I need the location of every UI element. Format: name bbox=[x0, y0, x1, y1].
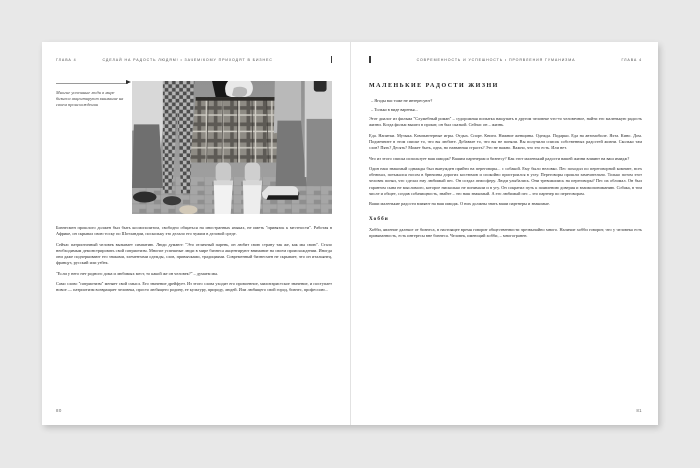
margin-note-text: Многие успешные люди в мире бизнеса акцентируют внимание на своем происхождении bbox=[56, 90, 124, 108]
left-running-head-chapter: ГЛАВА 4 bbox=[56, 57, 77, 62]
paragraph: Сейчас патриотичный человек вызывает симпатию. Люди думают: "Это отличный парень, он любит свою страну так же, как мы свою". Стало необходимым демонстрировать свой патриотизм. Многие успешные люди в мире бизнеса акцентируют внимание на своем происхождении. Иногда они даже подчеркивают его знаками, элементами одежды, слов, привычками, традициями. Современный бизнесмен не скрывает, что он итальянец, француз, русский или узбек. bbox=[56, 241, 332, 265]
dialogue-block bbox=[369, 98, 642, 113]
right-running-head bbox=[369, 54, 642, 65]
left-running-head bbox=[56, 54, 332, 65]
left-page-body bbox=[56, 225, 332, 298]
margin-note-arrow-icon bbox=[126, 80, 131, 84]
left-page-number: 80 bbox=[56, 408, 62, 413]
right-running-head-title: СОВРЕМЕННОСТЬ И УСПЕШНОСТЬ • ПРОЯВЛЕНИЯ ГУМАНИЗМА bbox=[416, 57, 576, 62]
left-page bbox=[42, 42, 350, 425]
dialogue-line: – Ягоды вас тоже не интересуют? bbox=[371, 98, 433, 103]
kilt-photograph bbox=[132, 81, 332, 214]
right-page bbox=[350, 42, 658, 425]
paragraph: Еда. Напитки. Музыка. Компьютерные игры. Отдых. Спорт. Книги. Нижние женщины. Одежда. Подарки. Еда на автомобиле. Яхта. Кино. Дом. Подмечните в этом списке то, что вы любите. Добавьте то, что вы не поняли. Вы получили список собственных радостей жизни. Сколько там слов? Пять? Десять? Может быть, одна, но названная страсть? Это не важно. Важно, что это есть. Или нет. bbox=[369, 132, 642, 151]
paragraph: Ваши маленькие радости влияют на ваш имидж. О них должны знать ваши партнеры и знакомые. bbox=[369, 201, 551, 207]
book-spread bbox=[42, 42, 658, 425]
kilt-photograph-image bbox=[132, 81, 332, 214]
right-page-body bbox=[369, 116, 642, 207]
paragraph: Хобби, явление далекое от бизнеса, в настоящее время говорит общественности чрезвычайно много. Наличие хобби говорит, что у человека есть привязанность, есть интересы вне бизнеса. Человек, имеющий хобби, – многогранен. bbox=[369, 227, 642, 239]
paragraph: Бизнесмен прошлого должен был быть космополитом, свободно общаться на иностранных языках, не иметь "привязок к местности". Работая в Африке, он скрывал свою тоску по Шотландии, поскольку это делало его чужим в деловой среде. bbox=[56, 225, 332, 237]
paragraph: "Если у него нет родного дома и любимых мест, то какой же он человек?" – думаем мы. bbox=[56, 270, 219, 276]
margin-note bbox=[56, 81, 124, 214]
section-title: МАЛЕНЬКИЕ РАДОСТИ ЖИЗНИ bbox=[369, 83, 499, 89]
left-page-top-block bbox=[56, 81, 332, 214]
paragraph: Что из этого списка использует ваш имидж? Вашим партнерам и бизнесу? Как этот маленький радости вашей жизни влияют на ваш имидж? bbox=[369, 155, 630, 161]
right-page-number: 81 bbox=[636, 408, 642, 413]
paragraph: Само слово "патриотизм" меняет свой смысл. Его значение дрейфует. Из этого слова уходит его провоенное, милитаристское значение, и поступает новое — патриотизм возвращает человека, просто любящего родину, ее культуру, природу, людей. Или любящего свой город, бизнес, профессию... bbox=[56, 281, 332, 293]
paragraph: Один наш знакомый однажды был вынужден прийти на переговоры... с собакой. Ему было неловко. Пес походил по переговорной комнате, всех обнюхал, потыкался носом в брючины дорогих костюмов и спокойно пристроился в углу. Переговоры прошли замечательно. Только потом этот человек понял, что сделал ему любимый пес. Он создал атмосферу. Люди улыбались. Они тревожились на переговоры? Пес их обломал. Он был гарантом сына не мыслимого, которое нисколько не понимали и в угу. Он сократил путь к появлению доверия и взаимопониманию. Собака, в том числе и общее, создав собачищность, знайте – это наш знакомый. А его любимый пес – это партнер по переговорам. bbox=[369, 166, 642, 196]
subsection-title: Хобби bbox=[369, 216, 389, 223]
left-running-head-rule bbox=[331, 56, 333, 63]
left-running-head-title: СДЕЛАЙ НА РАДОСТЬ ЛЮДЯМ! • ЗАЧЕМ/КОМУ ПРИХОДЯТ В БИЗНЕС bbox=[102, 57, 273, 62]
dialogue-line: – Только в виде варенья... bbox=[371, 107, 418, 113]
subsection-body bbox=[369, 227, 642, 239]
paragraph: Этот диалог из фильма "Служебный роман" – судорожная попытка нащупать в другом человеке что-то человечное, найти его маленькую радость жизни. Когда фильм вышел в прокат, он был сказкой. Сейчас он – жизнь. bbox=[369, 116, 642, 128]
margin-note-rule bbox=[56, 83, 128, 84]
right-running-head-chapter: ГЛАВА 4 bbox=[621, 57, 642, 62]
